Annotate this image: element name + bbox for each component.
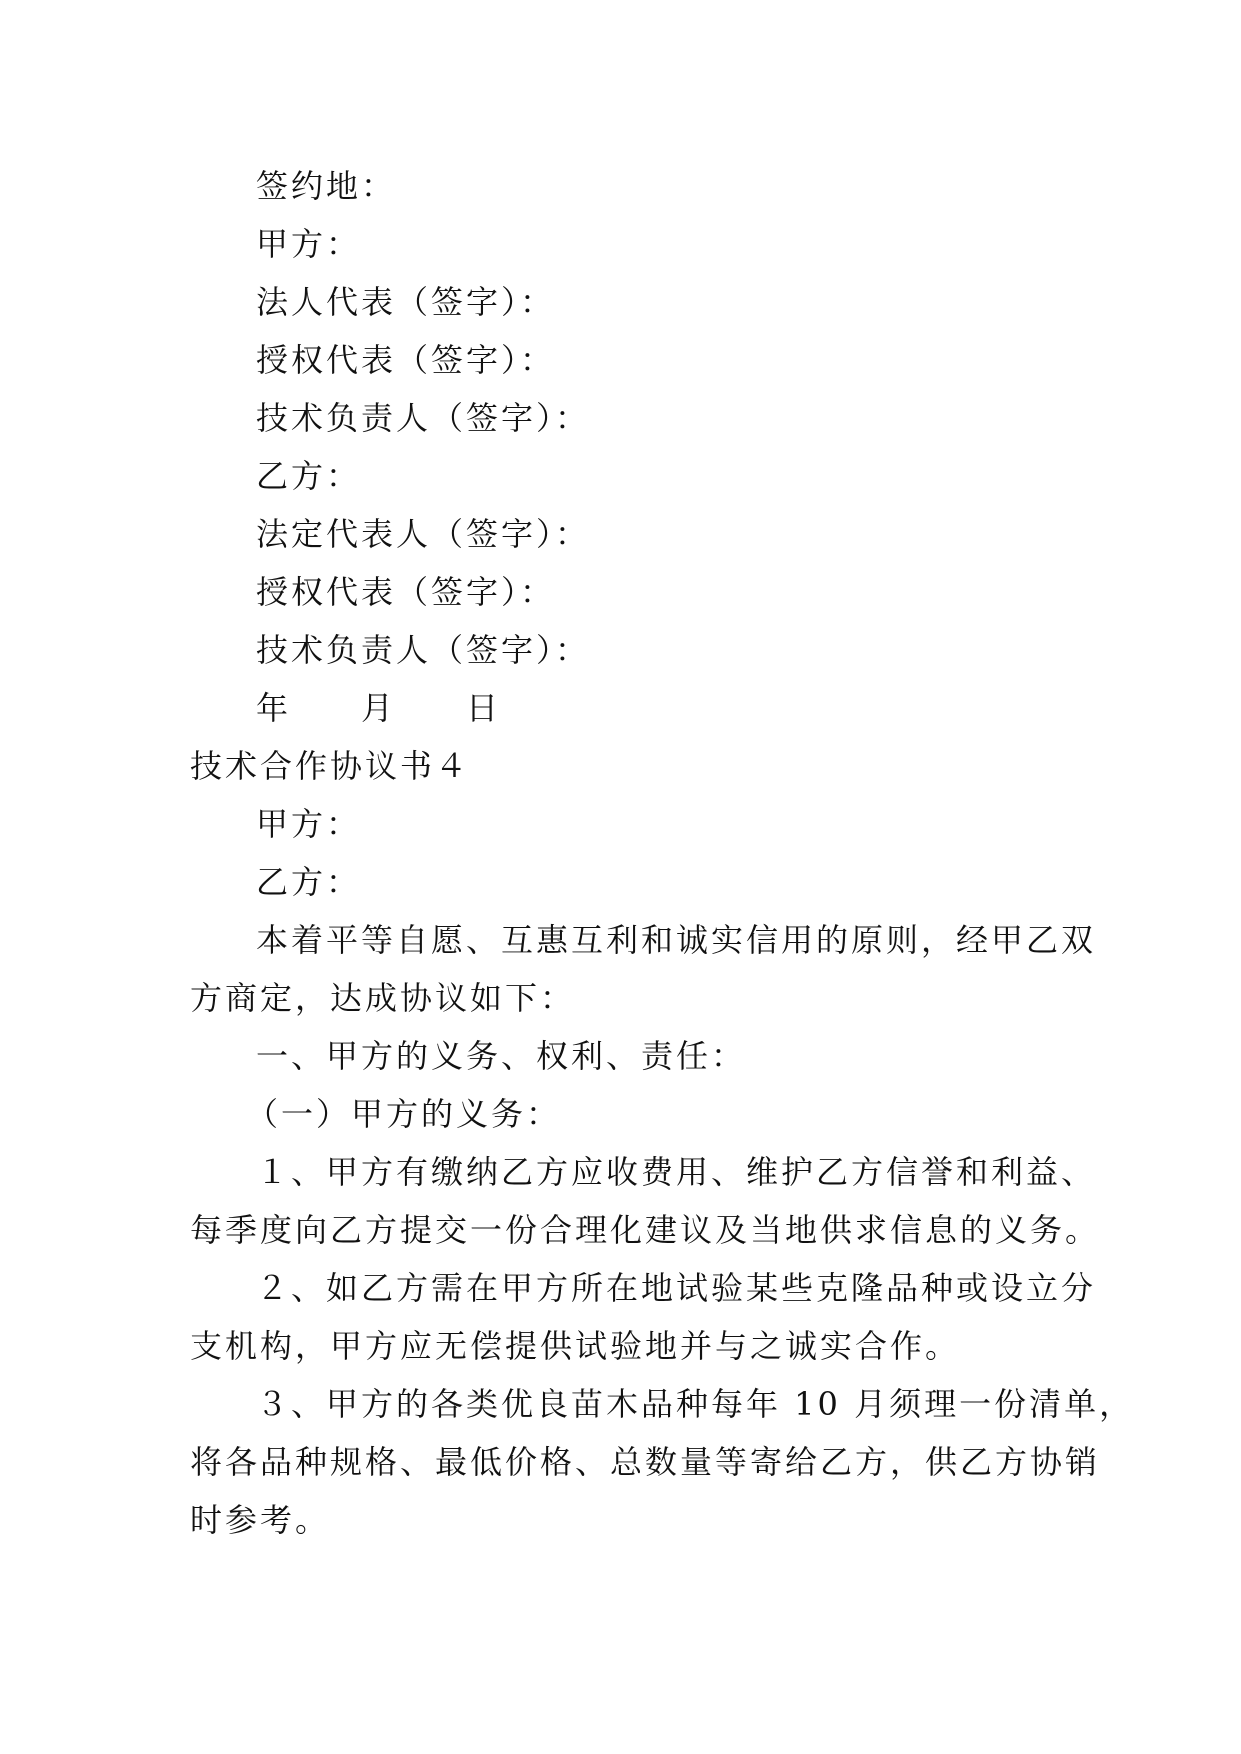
legal-rep-signature-label: 法人代表（签字）： bbox=[256, 283, 556, 321]
date-line: 年 月 日 bbox=[256, 689, 502, 727]
item-2-line-2: 支机构，甲方应无偿提供试验地并与之诚实合作。 bbox=[190, 1327, 961, 1365]
item-3-line-3: 时参考。 bbox=[190, 1501, 331, 1539]
item-3-line-1: ３、甲方的各类优良苗木品种每年 10 月须理一份清单， bbox=[256, 1385, 1135, 1423]
intro-paragraph-line-1: 本着平等自愿、互惠互利和诚实信用的原则，经甲乙双 bbox=[256, 921, 1097, 959]
item-2-line-1: ２、如乙方需在甲方所在地试验某些克隆品种或设立分 bbox=[256, 1269, 1097, 1307]
intro-paragraph-line-2: 方商定，达成协议如下： bbox=[190, 979, 576, 1017]
party-b-label: 乙方： bbox=[256, 457, 362, 495]
signing-place-label: 签约地： bbox=[256, 167, 397, 205]
authorized-rep-signature-label: 授权代表（签字）： bbox=[256, 341, 556, 379]
agreement-party-b-label: 乙方： bbox=[256, 863, 362, 901]
section-heading-1: 一、甲方的义务、权利、责任： bbox=[256, 1037, 747, 1075]
agreement-party-a-label: 甲方： bbox=[256, 805, 362, 843]
authorized-rep-b-signature-label: 授权代表（签字）： bbox=[256, 573, 556, 611]
tech-lead-signature-label: 技术负责人（签字）： bbox=[256, 399, 591, 437]
tech-lead-b-signature-label: 技术负责人（签字）： bbox=[256, 631, 591, 669]
subsection-heading-1: （一）甲方的义务： bbox=[246, 1095, 562, 1133]
item-3-line-2: 将各品种规格、最低价格、总数量等寄给乙方，供乙方协销 bbox=[190, 1443, 1101, 1481]
item-1-line-1: １、甲方有缴纳乙方应收费用、维护乙方信誉和利益、 bbox=[256, 1153, 1097, 1191]
legal-rep-b-signature-label: 法定代表人（签字）： bbox=[256, 515, 591, 553]
item-1-line-2: 每季度向乙方提交一份合理化建议及当地供求信息的义务。 bbox=[190, 1211, 1101, 1249]
party-a-label: 甲方： bbox=[256, 225, 362, 263]
agreement-title: 技术合作协议书４ bbox=[190, 747, 471, 785]
